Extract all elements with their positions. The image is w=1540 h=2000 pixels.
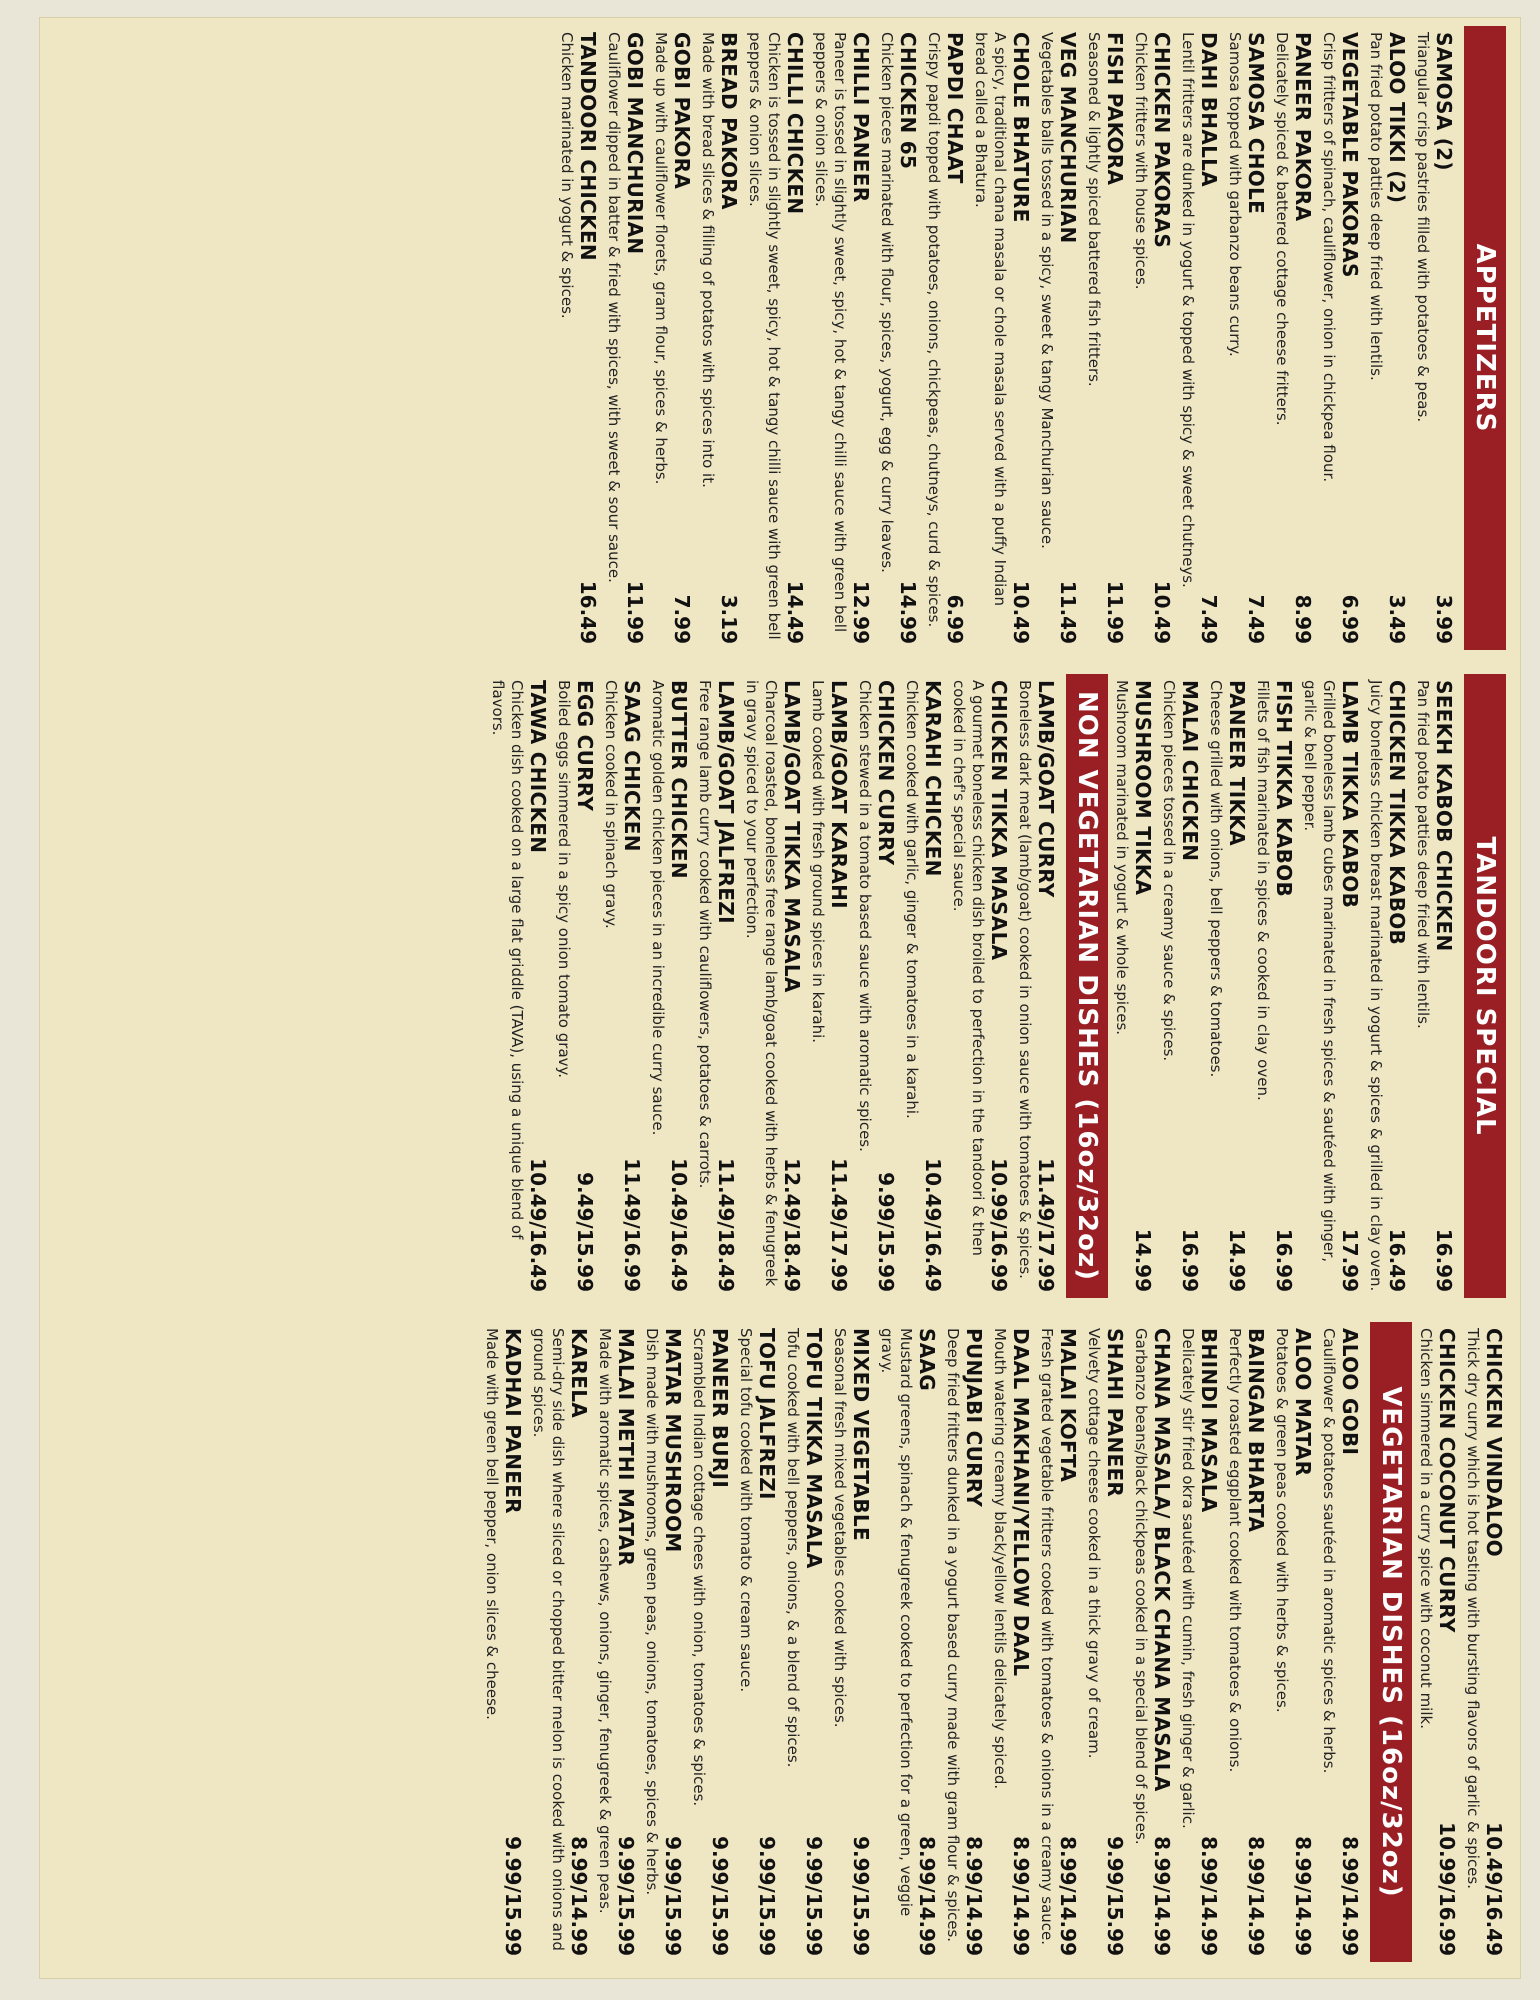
menu-item xyxy=(1225,1328,1268,1956)
menu-item-name: FISH TIKKA KABOB xyxy=(1272,680,1296,897)
menu-item-name: VEGETABLE PAKORAS xyxy=(1338,32,1362,278)
menu-item-name: MIXED VEGETABLE xyxy=(849,1328,873,1541)
section-title-nonveg: NON VEGETARIAN DISHES (16oz/32oz) xyxy=(1066,674,1108,1298)
menu-item-description: A gourmet boneless chicken dish broiled to perfection in the tandoori & then cooked in chef's special sauce. xyxy=(950,680,987,1256)
menu-item-description: Tofu cooked with bell peppers, onions, & a blend of spices. xyxy=(784,1328,802,1768)
menu-item-price: 11.99 xyxy=(1103,580,1127,644)
menu-item-header xyxy=(1178,680,1202,1292)
menu-item-description: Cauliflower dipped in batter & fried with spices, with sweet & sour sauce. xyxy=(605,32,623,583)
menu-item xyxy=(1366,680,1409,1292)
menu-item-header xyxy=(1338,32,1362,644)
menu-item-price: 14.99 xyxy=(1131,1228,1155,1292)
menu-item-description: Fresh grated vegetable fritters cooked with tomatoes & onions in a creamy sauce. xyxy=(1038,1328,1056,1946)
menu-item-header xyxy=(783,32,807,644)
menu-item-description: Vegetables balls tossed in a spicy, sweet & tangy Manchurian sauce. xyxy=(1038,32,1056,549)
menu-item xyxy=(1253,680,1296,1292)
menu-item-header xyxy=(573,680,597,1292)
menu-item-header xyxy=(1291,32,1315,644)
menu-item-name: MALAI KOFTA xyxy=(1056,1328,1080,1483)
menu-item-header xyxy=(614,1328,638,1956)
menu-item-header xyxy=(708,1328,732,1956)
menu-item-name: ALOO TIKKI (2) xyxy=(1385,32,1409,204)
menu-item-name: SAAG xyxy=(915,1328,939,1391)
menu-item xyxy=(1112,680,1155,1292)
menu-item xyxy=(1206,680,1249,1292)
menu-item-description: Boneless dark meat (lamb/goat) cooked in onion sauce with tomatoes & spices. xyxy=(1016,680,1034,1279)
menu-item-price: 9.99/15.99 xyxy=(1103,1836,1127,1956)
menu-item-header xyxy=(1244,32,1268,644)
menu-item-price: 8.99 xyxy=(1291,594,1315,644)
menu-item-name: SHAHI PANEER xyxy=(1103,1328,1127,1498)
menu-item-description: Chicken dish cooked on a large flat griddle (TAVA), using a unique blend of flavors. xyxy=(489,680,526,1240)
menu-item-description: Free range lamb curry cooked with cauliflowers, potatoes & carrots. xyxy=(696,680,714,1189)
menu-item-price: 9.99/15.99 xyxy=(755,1836,779,1956)
menu-item-header xyxy=(661,1328,685,1956)
menu-item-description: Thick dry curry which is hot tasting with bursting flavors of garlic & spices. xyxy=(1464,1328,1482,1889)
menu-item-name: BUTTER CHICKEN xyxy=(667,680,691,879)
menu-item xyxy=(695,680,738,1292)
menu-item xyxy=(1272,1328,1315,1956)
menu-item-header xyxy=(915,1328,939,1956)
menu-item-price: 11.99 xyxy=(623,580,647,644)
menu-item-header xyxy=(1385,32,1409,644)
menu-item-name: SAMOSA CHOLE xyxy=(1244,32,1268,215)
menu-item-header xyxy=(667,680,691,1292)
menu-item-header xyxy=(921,680,945,1292)
menu-item-name: CHILLI PANEER xyxy=(849,32,873,203)
menu-item xyxy=(604,32,647,644)
menu-item-price: 9.99/15.99 xyxy=(661,1836,685,1956)
menu-item-price: 10.49/16.49 xyxy=(667,1158,691,1292)
menu-item xyxy=(1319,32,1362,644)
menu-item-price: 11.49/17.99 xyxy=(1034,1158,1058,1292)
menu-item xyxy=(855,680,898,1292)
menu-item-header xyxy=(1385,680,1409,1292)
menu-item-description: Grilled boneless lamb cubes marinated in fresh spices & sautéed with ginger, garlic & bell pepper. xyxy=(1301,680,1338,1263)
menu-item xyxy=(642,1328,685,1956)
menu-item-price: 14.99 xyxy=(896,580,920,644)
menu-item xyxy=(811,32,873,644)
menu-item xyxy=(1463,1328,1506,1956)
menu-item-description: Chicken simmered in a curry spice with coconut milk. xyxy=(1417,1328,1435,1729)
menu-item-price: 7.49 xyxy=(1244,594,1268,644)
menu-item-header xyxy=(1244,1328,1268,1956)
menu-item-price: 17.99 xyxy=(1338,1228,1362,1292)
menu-item-price: 8.99/14.99 xyxy=(567,1836,591,1956)
menu-item-name: PANEER PAKORA xyxy=(1291,32,1315,222)
menu-item-price: 11.49/18.49 xyxy=(714,1158,738,1292)
menu-item-price: 8.99/14.99 xyxy=(1338,1836,1362,1956)
menu-item-name: SEEKH KABOB CHICKEN xyxy=(1432,680,1456,952)
menu-item-header xyxy=(1435,1328,1459,1956)
menu-item-description: Pan fried potato patties deep fried with lentils. xyxy=(1367,32,1385,381)
menu-item-header xyxy=(1150,1328,1174,1956)
menu-item-price: 9.99/15.99 xyxy=(614,1836,638,1956)
menu-item-description: Deep fried fritters dunked in a yogurt based curry made with gram flour & spices. xyxy=(944,1328,962,1943)
menu-item-description: Mushroom marinated in yogurt & whole spices. xyxy=(1113,680,1131,1036)
menu-item-description: Fillets of fish marinated in spices & cooked in clay oven. xyxy=(1254,680,1272,1101)
menu-item-name: SAMOSA (2) xyxy=(1432,32,1456,171)
menu-item-name: LAMB TIKKA KABOB xyxy=(1338,680,1362,909)
menu-item-header xyxy=(526,680,550,1292)
menu-item xyxy=(1178,32,1221,644)
rotated-menu xyxy=(40,18,1520,1978)
menu-item xyxy=(1300,680,1362,1292)
menu-item-name: PANEER TIKKA xyxy=(1225,680,1249,846)
menu-item xyxy=(924,32,967,644)
menu-item-price: 14.99 xyxy=(1225,1228,1249,1292)
menu-item-name: DAHI BHALLA xyxy=(1197,32,1221,187)
menu-item-price: 9.99/15.99 xyxy=(501,1836,525,1956)
menu-item xyxy=(1319,1328,1362,1956)
menu-item-price: 16.49 xyxy=(1385,1228,1409,1292)
section-title-appetizers: APPETIZERS xyxy=(1464,26,1506,650)
menu-item-name: LAMB/GOAT KARAHI xyxy=(827,680,851,909)
column-veg xyxy=(40,1314,1520,1970)
menu-item-name: LAMB/GOAT TIKKA MASALA xyxy=(780,680,804,993)
menu-item-header xyxy=(780,680,804,1292)
menu-item xyxy=(554,680,597,1292)
menu-item xyxy=(557,32,600,644)
menu-item xyxy=(990,1328,1033,1956)
menu-item xyxy=(1159,680,1202,1292)
menu-item-header xyxy=(1103,32,1127,644)
menu-item-header xyxy=(1103,1328,1127,1956)
menu-item-name: MATAR MUSHROOM xyxy=(661,1328,685,1553)
menu-item-header xyxy=(1482,1328,1506,1956)
menu-item-header xyxy=(1056,1328,1080,1956)
menu-item-price: 7.49 xyxy=(1197,594,1221,644)
menu-item-name: MALAI CHICKEN xyxy=(1178,680,1202,862)
menu-item-name: PUNJABI CURRY xyxy=(962,1328,986,1508)
menu-item-price: 3.99 xyxy=(1432,594,1456,644)
menu-item-description: Chicken stewed in a tomato based sauce with aromatic spices. xyxy=(856,680,874,1152)
menu-item-header xyxy=(849,1328,873,1956)
menu-item xyxy=(1225,32,1268,644)
menu-item xyxy=(1366,32,1409,644)
menu-item-header xyxy=(670,32,694,644)
menu-item-header xyxy=(1338,1328,1362,1956)
menu-item-description: Special tofu cooked with tomato & cream sauce. xyxy=(737,1328,755,1693)
menu-item-description: Charcoal roasted, boneless free range lamb/goat cooked with herbs & fenugreek in gravy spiced to your perfection. xyxy=(743,680,780,1287)
menu-item xyxy=(902,680,945,1292)
menu-item-price: 8.99/14.99 xyxy=(915,1836,939,1956)
menu-item-header xyxy=(567,1328,591,1956)
menu-item-header xyxy=(1150,32,1174,644)
menu-item-name: TAWA CHICKEN xyxy=(526,680,550,854)
menu-item-name: GOBI PAKORA xyxy=(670,32,694,190)
menu-item-name: MALAI METHI MATAR xyxy=(614,1328,638,1567)
menu-item-description: Velvety cottage cheese cooked in a thick gravy of cream. xyxy=(1085,1328,1103,1759)
menu-item-name: CHICKEN VINDALOO xyxy=(1482,1328,1506,1557)
menu-item xyxy=(689,1328,732,1956)
menu-item-description: Made with aromatic spices, cashews, onions, ginger, fenugreek & green peas. xyxy=(596,1328,614,1914)
menu-item-price: 9.99/15.99 xyxy=(802,1836,826,1956)
menu-item-name: BHINDI MASALA xyxy=(1197,1328,1221,1513)
menu-item-price: 10.99/16.99 xyxy=(1435,1822,1459,1956)
menu-item-header xyxy=(1009,1328,1033,1956)
menu-item xyxy=(808,680,851,1292)
menu-item-description: Seasonal fresh mixed vegetables cooked with spices. xyxy=(831,1328,849,1728)
menu-item-name: LAMB/GOAT CURRY xyxy=(1034,680,1058,898)
menu-item xyxy=(1015,680,1058,1292)
menu-item-description: Chicken fritters with house spices. xyxy=(1132,32,1150,290)
menu-item-header xyxy=(827,680,851,1292)
menu-item-description: Crispy papdi topped with potatoes, onions, chickpeas, chutneys, curd & spices. xyxy=(925,32,943,628)
menu-item-price: 8.99/14.99 xyxy=(1244,1836,1268,1956)
menu-item-name: CHILLI CHICKEN xyxy=(783,32,807,215)
menu-item-header xyxy=(1272,680,1296,1292)
menu-item xyxy=(651,32,694,644)
menu-item xyxy=(1131,32,1174,644)
menu-item-header xyxy=(620,680,644,1292)
menu-item-price: 10.49/16.49 xyxy=(921,1158,945,1292)
menu-item-description: Chicken pieces marinated with flour, spices, yogurt, egg & curry leaves. xyxy=(878,32,896,573)
nonveg-list xyxy=(488,680,1058,1292)
menu-item-price: 11.49 xyxy=(1056,580,1080,644)
menu-item-header xyxy=(1197,32,1221,644)
menu-item xyxy=(1272,32,1315,644)
menu-item-description: Made with green bell pepper, onion slices & cheese. xyxy=(483,1328,501,1720)
menu-item-header xyxy=(576,32,600,644)
menu-item xyxy=(595,1328,638,1956)
column-appetizers xyxy=(40,18,1520,658)
menu-item-price: 9.99/15.99 xyxy=(708,1836,732,1956)
menu-item-description: Garbanzo beans/black chickpeas cooked in a special blend of spices. xyxy=(1132,1328,1150,1845)
menu-item-header xyxy=(1291,1328,1315,1956)
menu-item-price: 12.49/18.49 xyxy=(780,1158,804,1292)
menu-item-price: 8.99/14.99 xyxy=(1150,1836,1174,1956)
menu-item-name: PAPDI CHAAT xyxy=(943,32,967,184)
menu-item xyxy=(971,32,1033,644)
menu-item-price: 8.99/14.99 xyxy=(1197,1836,1221,1956)
menu-item-description: Triangular crisp pastries filled with potatoes & peas. xyxy=(1414,32,1432,423)
menu-item xyxy=(529,1328,591,1956)
nonveg-cont-list xyxy=(1416,1328,1506,1956)
menu-item-name: CHICKEN TIKKA KABOB xyxy=(1385,680,1409,946)
menu-item-name: MUSHROOM TIKKA xyxy=(1131,680,1155,896)
menu-item-price: 14.49 xyxy=(783,580,807,644)
menu-item-name: FISH PAKORA xyxy=(1103,32,1127,186)
menu-item-price: 9.49/15.99 xyxy=(573,1172,597,1292)
menu-item xyxy=(698,32,741,644)
menu-item-header xyxy=(1225,680,1249,1292)
veg-list xyxy=(482,1328,1362,1956)
menu-item-description: Boiled eggs simmered in a spicy onion tomato gravy. xyxy=(555,680,573,1079)
menu-item-header xyxy=(1197,1328,1221,1956)
menu-item xyxy=(877,32,920,644)
menu-item-description: Made up with cauliflower florets, gram flour, spices & herbs. xyxy=(652,32,670,485)
menu-item-description: Samosa topped with garbanzo beans curry. xyxy=(1226,32,1244,357)
menu-item-price: 6.99 xyxy=(943,594,967,644)
menu-item-name: ALOO GOBI xyxy=(1338,1328,1362,1456)
menu-item xyxy=(601,680,644,1292)
menu-item-name: CHICKEN CURRY xyxy=(874,680,898,866)
menu-item xyxy=(488,680,550,1292)
menu-item-header xyxy=(849,32,873,644)
menu-item-price: 3.49 xyxy=(1385,594,1409,644)
menu-item-header xyxy=(714,680,738,1292)
menu-item-name: BREAD PAKORA xyxy=(717,32,741,210)
menu-item-name: EGG CURRY xyxy=(573,680,597,812)
menu-item-description: Delicately spiced & battered cottage cheese fritters. xyxy=(1273,32,1291,426)
menu-item-price: 11.49/16.99 xyxy=(620,1158,644,1292)
menu-item-name: KADHAI PANEER xyxy=(501,1328,525,1514)
menu-item-header xyxy=(987,680,1011,1292)
menu-item xyxy=(736,1328,779,1956)
menu-item-name: GOBI MANCHURIAN xyxy=(623,32,647,255)
menu-item-name: ALOO MATAR xyxy=(1291,1328,1315,1477)
section-title-tandoori: TANDOORI SPECIAL xyxy=(1464,674,1506,1298)
menu-sheet xyxy=(40,18,1520,1978)
menu-item xyxy=(1084,32,1127,644)
menu-item-description: Juicy boneless chicken breast marinated in yogurt & spices & grilled in clay oven. xyxy=(1367,680,1385,1292)
menu-item-header xyxy=(874,680,898,1292)
menu-item xyxy=(482,1328,525,1956)
menu-item-header xyxy=(1056,32,1080,644)
menu-item-name: CHICKEN PAKORAS xyxy=(1150,32,1174,249)
appetizers-list xyxy=(557,32,1456,644)
menu-item-name: CHICKEN COCONUT CURRY xyxy=(1435,1328,1459,1633)
menu-item-name: CHOLE BHATURE xyxy=(1009,32,1033,223)
menu-item xyxy=(1084,1328,1127,1956)
menu-item-header xyxy=(623,32,647,644)
menu-item-description: Chicken pieces tossed in a creamy sauce & spices. xyxy=(1160,680,1178,1062)
menu-item-header xyxy=(1432,32,1456,644)
menu-item xyxy=(1413,680,1456,1292)
menu-item-name: TOFU TIKKA MASALA xyxy=(802,1328,826,1569)
menu-item-price: 11.49/17.99 xyxy=(827,1158,851,1292)
menu-item-price: 7.99 xyxy=(670,594,694,644)
menu-item-price: 8.99/14.99 xyxy=(1291,1836,1315,1956)
menu-item xyxy=(949,680,1011,1292)
menu-item xyxy=(1178,1328,1221,1956)
menu-item-description: A spicy, traditional chana masala or chole masala served with a puffy Indian bread called a Bhatura. xyxy=(972,32,1009,606)
menu-item-description: Cauliflower & potatoes sautéed in aromatic spices & herbs. xyxy=(1320,1328,1338,1774)
menu-item-price: 8.99/14.99 xyxy=(1009,1836,1033,1956)
menu-item-name: DAAL MAKHANI/YELLOW DAAL xyxy=(1009,1328,1033,1677)
menu-item-name: LAMB/GOAT JALFREZI xyxy=(714,680,738,924)
menu-item-description: Dish made with mushrooms, green peas, onions, tomatoes, spices & herbs. xyxy=(643,1328,661,1896)
menu-item-description: Lentil fritters are dunked in yogurt & topped with spicy & sweet chutneys. xyxy=(1179,32,1197,588)
tandoori-list xyxy=(1112,680,1456,1292)
menu-item-description: Cheese grilled with onions, bell peppers & tomatoes. xyxy=(1207,680,1225,1078)
menu-item-name: KARELA xyxy=(567,1328,591,1419)
menu-item-description: Scrambled Indian cottage chees with onion, tomatoes & spices. xyxy=(690,1328,708,1807)
menu-item-price: 9.99/15.99 xyxy=(849,1836,873,1956)
menu-item-name: CHICKEN 65 xyxy=(896,32,920,170)
menu-item-name: VEG MANCHURIAN xyxy=(1056,32,1080,244)
section-title-veg: VEGETARIAN DISHES (16oz/32oz) xyxy=(1370,1322,1412,1962)
menu-item-description: Chicken cooked with garlic, ginger & tomatoes in a karahi. xyxy=(903,680,921,1119)
menu-item-description: Mustard greens, spinach & fenugreek cooked to perfection for a green, veggie gravy. xyxy=(878,1328,915,1917)
menu-item xyxy=(1037,32,1080,644)
column-tandoori-nonveg xyxy=(40,666,1520,1306)
menu-item xyxy=(745,32,807,644)
menu-item-header xyxy=(802,1328,826,1956)
menu-item-header xyxy=(943,32,967,644)
menu-item xyxy=(1131,1328,1174,1956)
menu-item-price: 3.19 xyxy=(717,594,741,644)
menu-item xyxy=(742,680,804,1292)
menu-item-price: 16.99 xyxy=(1272,1228,1296,1292)
menu-item-price: 10.49/16.49 xyxy=(526,1158,550,1292)
menu-item-price: 16.49 xyxy=(576,580,600,644)
menu-item-name: PANEER BURJI xyxy=(708,1328,732,1489)
menu-item-description: Chicken marinated in yogurt & spices. xyxy=(558,32,576,319)
menu-item-price: 8.99/14.99 xyxy=(1056,1836,1080,1956)
menu-item-price: 16.99 xyxy=(1178,1228,1202,1292)
menu-item-description: Paneer is tossed in slightly sweet, spicy, hot & tangy chilli sauce with green bell peppers & onion slices. xyxy=(812,32,849,633)
menu-item-price: 10.49 xyxy=(1150,580,1174,644)
menu-item-header xyxy=(717,32,741,644)
menu-item-header xyxy=(1338,680,1362,1292)
menu-item-description: Chicken is tossed in slightly sweet, spicy, hot & tangy chilli sauce with green bell peppers & onion slices. xyxy=(746,32,783,640)
menu-item-header xyxy=(896,32,920,644)
menu-item-description: Perfectly roasted eggplant cooked with tomatoes & onions. xyxy=(1226,1328,1244,1773)
menu-item-name: TOFU JALFREZI xyxy=(755,1328,779,1500)
menu-item-name: KARAHI CHICKEN xyxy=(921,680,945,877)
menu-item xyxy=(1413,32,1456,644)
menu-item-header xyxy=(1131,680,1155,1292)
menu-item-price: 9.99/15.99 xyxy=(874,1172,898,1292)
menu-item-description: Seasoned & lightly spiced battered fish fritters. xyxy=(1085,32,1103,387)
menu-item-price: 16.99 xyxy=(1432,1228,1456,1292)
menu-item-name: TANDOORI CHICKEN xyxy=(576,32,600,261)
menu-item-description: Mouth watering creamy black/yellow lentils delicately spiced. xyxy=(991,1328,1009,1790)
menu-item-header xyxy=(1432,680,1456,1292)
menu-item xyxy=(877,1328,939,1956)
menu-item-description: Crisp fritters of spinach, cauliflower, onion in chickpea flour. xyxy=(1320,32,1338,483)
menu-item-price: 12.99 xyxy=(849,580,873,644)
menu-item xyxy=(830,1328,873,1956)
menu-item-price: 10.49/16.49 xyxy=(1482,1822,1506,1956)
menu-item-description: Semi-dry side dish where sliced or chopped bitter melon is cooked with onions and ground spices. xyxy=(530,1328,567,1951)
menu-item-price: 6.99 xyxy=(1338,594,1362,644)
menu-item-description: Lamb cooked with fresh ground spices in karahi. xyxy=(809,680,827,1044)
menu-item-header xyxy=(501,1328,525,1956)
menu-item-description: Potatoes & green peas cooked with herbs & spices. xyxy=(1273,1328,1291,1713)
menu-item xyxy=(1416,1328,1459,1956)
menu-item-description: Delicately stir fried okra sautéed with cumin, fresh ginger & garlic. xyxy=(1179,1328,1197,1829)
menu-item xyxy=(783,1328,826,1956)
menu-item-price: 10.49 xyxy=(1009,580,1033,644)
menu-item-header xyxy=(962,1328,986,1956)
menu-item-name: BAINGAN BHARTA xyxy=(1244,1328,1268,1533)
menu-item-description: Pan fried potato patties deep fried with lentils. xyxy=(1414,680,1432,1029)
menu-item-description: Made with bread slices & filling of potatos with spices into it. xyxy=(699,32,717,488)
menu-item xyxy=(648,680,691,1292)
menu-item-price: 8.99/14.99 xyxy=(962,1836,986,1956)
menu-item-description: Chicken cooked in spinach gravy. xyxy=(602,680,620,929)
menu-item xyxy=(943,1328,986,1956)
menu-item-header xyxy=(755,1328,779,1956)
menu-item-name: CHANA MASALA/ BLACK CHANA MASALA xyxy=(1150,1328,1174,1792)
menu-item-header xyxy=(1009,32,1033,644)
menu-item-price: 10.99/16.99 xyxy=(987,1158,1011,1292)
menu-item xyxy=(1037,1328,1080,1956)
menu-item-name: CHICKEN TIKKA MASALA xyxy=(987,680,1011,961)
menu-item-description: Aromatic golden chicken pieces in an incredible curry sauce. xyxy=(649,680,667,1136)
menu-item-header xyxy=(1034,680,1058,1292)
menu-item-name: SAAG CHICKEN xyxy=(620,680,644,852)
